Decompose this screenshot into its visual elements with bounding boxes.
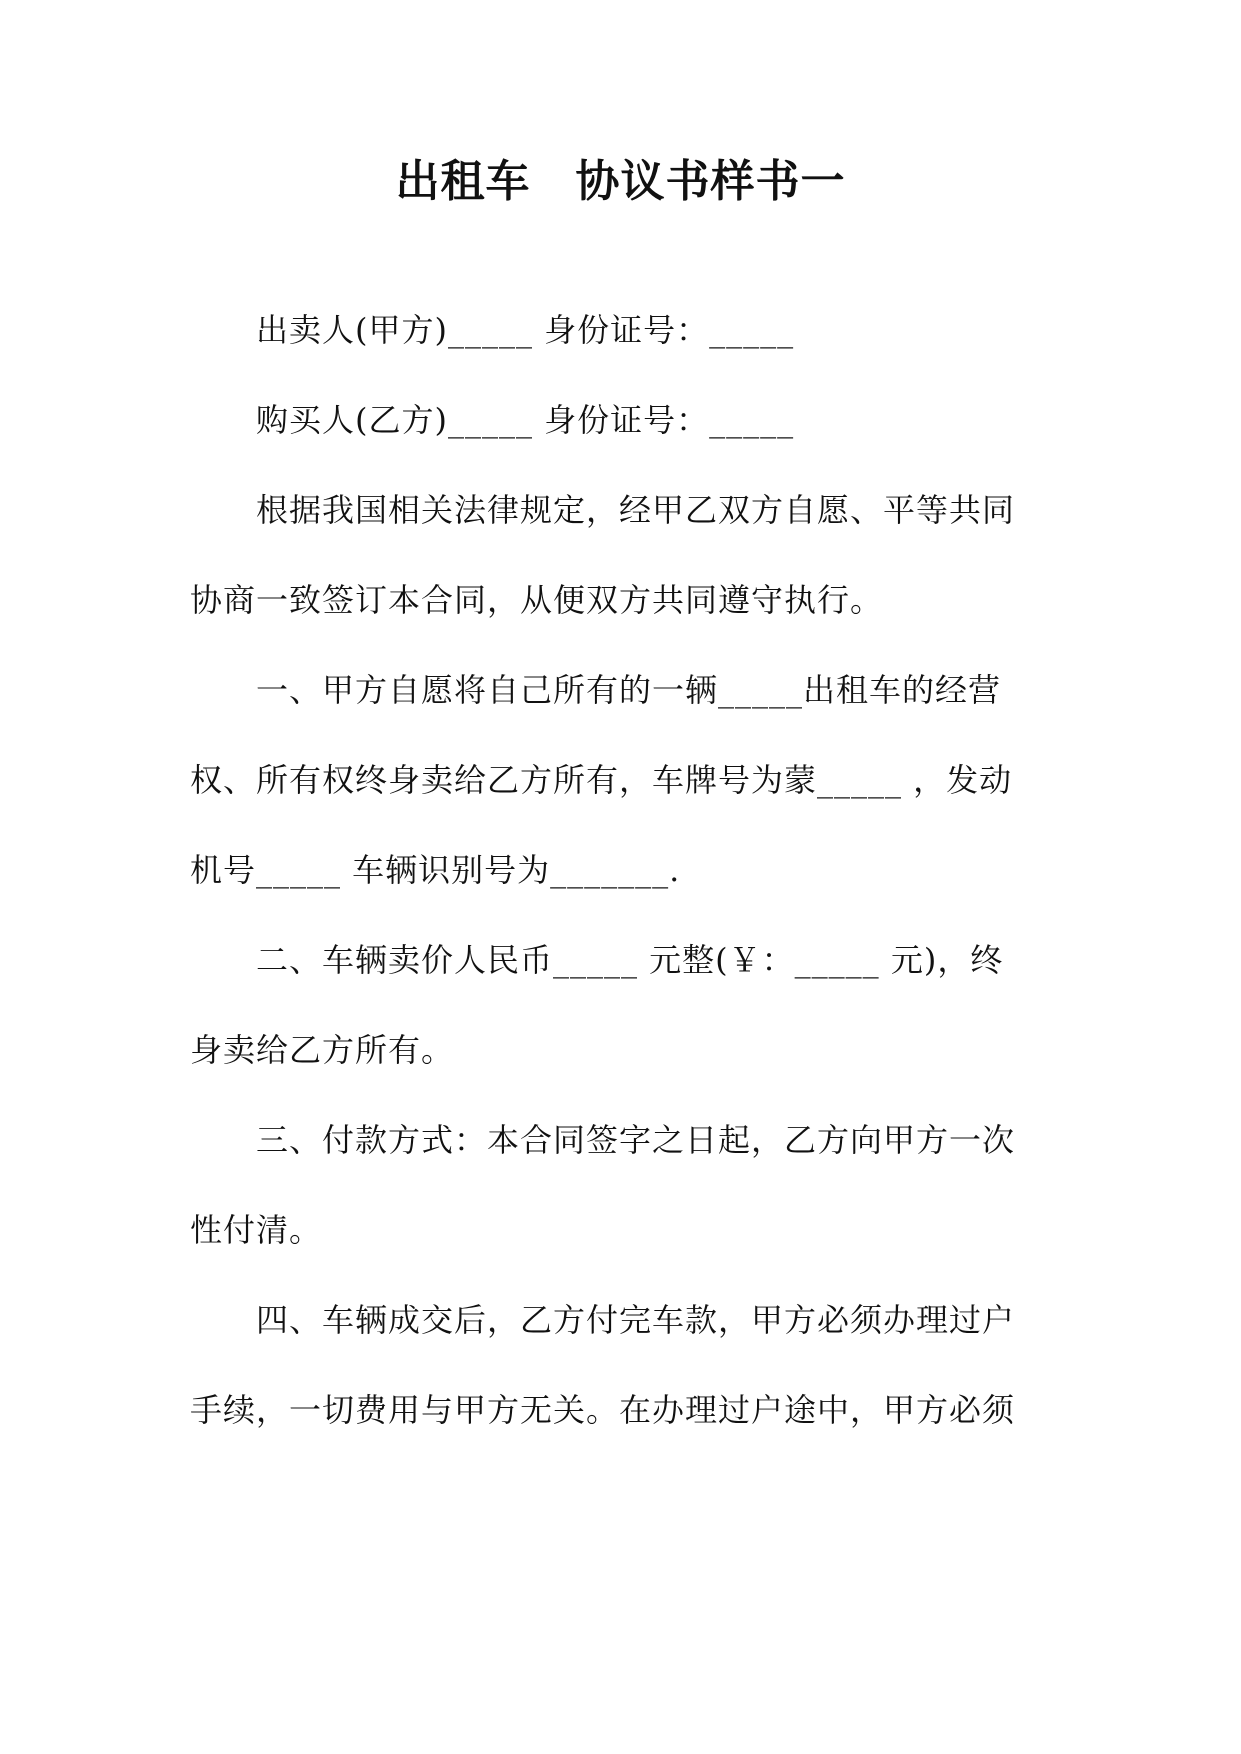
clause-3-line: 三、付款方式：本合同签字之日起，乙方向甲方一次 (256, 1121, 1016, 1159)
buyer-line: 购买人(乙方)_____ 身份证号：_____ (256, 401, 795, 439)
clause-2-line: 身卖给乙方所有。 (190, 1031, 455, 1069)
paragraph-line: 协商一致签订本合同，从便双方共同遵守执行。 (190, 581, 884, 619)
clause-1-line: 权、所有权终身卖给乙方所有，车牌号为蒙_____ ，发动 (190, 761, 1013, 799)
clause-1-line: 机号_____ 车辆识别号为_______. (190, 851, 681, 889)
clause-4-line: 手续，一切费用与甲方无关。在办理过户途中，甲方必须 (190, 1391, 1016, 1429)
clause-2-line: 二、车辆卖价人民币_____ 元整(￥：_____ 元)，终 (256, 941, 1004, 979)
document-title: 出租车 协议书样书一 (395, 156, 846, 207)
paragraph-line: 根据我国相关法律规定，经甲乙双方自愿、平等共同 (256, 491, 1016, 529)
clause-1-line: 一、甲方自愿将自己所有的一辆_____出租车的经营 (256, 671, 1002, 709)
clause-3-line: 性付清。 (190, 1211, 323, 1249)
seller-line: 出卖人(甲方)_____ 身份证号：_____ (256, 311, 795, 349)
clause-4-line: 四、车辆成交后，乙方付完车款，甲方必须办理过户 (256, 1301, 1016, 1339)
